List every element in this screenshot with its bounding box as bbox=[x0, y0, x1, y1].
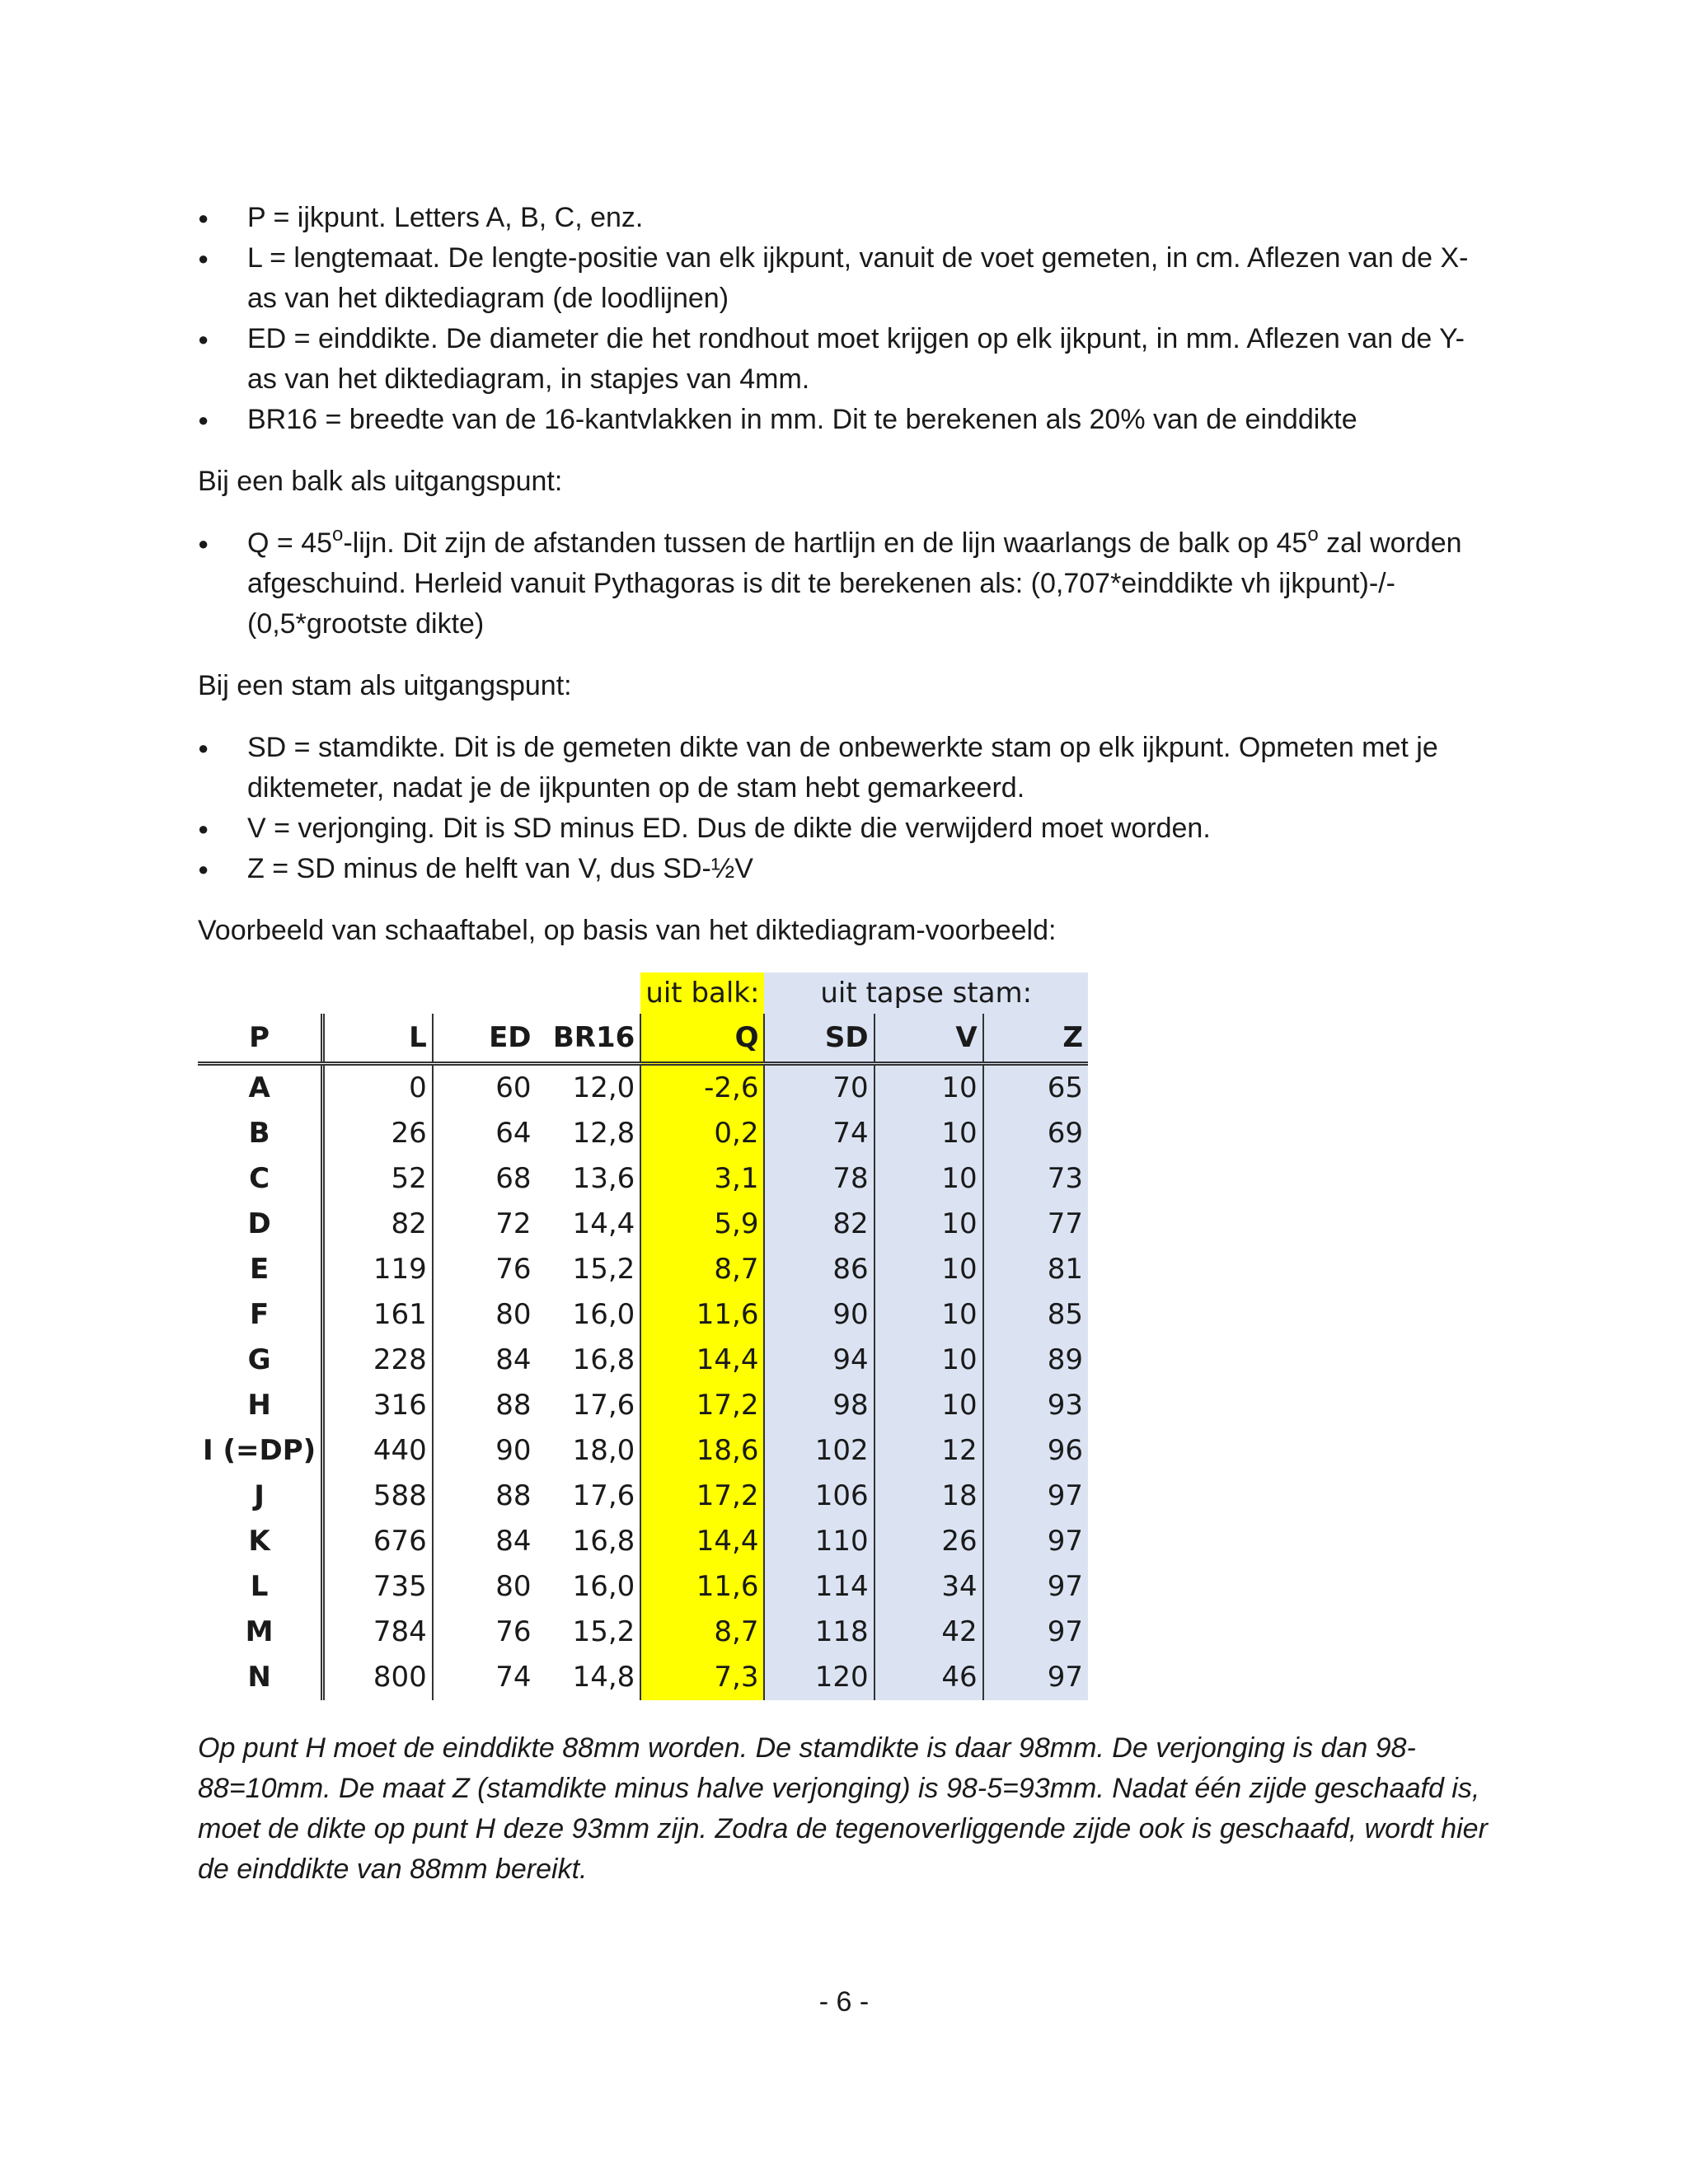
cell-br16: 15,2 bbox=[572, 1253, 635, 1286]
cell-q: 3,1 bbox=[640, 1156, 764, 1202]
table-row bbox=[198, 1338, 1088, 1383]
table-body bbox=[198, 1064, 1088, 1701]
definition-z: ● Z = SD minus de helft van V, dus SD-½V bbox=[198, 849, 1492, 889]
cell-br16: 16,8 bbox=[572, 1525, 635, 1558]
cell-sd: 98 bbox=[764, 1383, 874, 1428]
cell-z: 69 bbox=[983, 1111, 1088, 1156]
table-row bbox=[198, 1111, 1088, 1156]
cell-z: 96 bbox=[983, 1428, 1088, 1474]
table-row bbox=[198, 1564, 1088, 1610]
definition-l: ● L = lengtemaat. De lengte-positie van elk ijkpunt, vanuit de voet gemeten, in cm. Aflezen van de X-as van het diktediagram (de loodlijnen) bbox=[198, 238, 1492, 319]
cell-v: 12 bbox=[874, 1428, 983, 1474]
cell-p: N bbox=[247, 1661, 271, 1694]
cell-br16: 18,0 bbox=[572, 1434, 635, 1467]
cell-sd: 82 bbox=[764, 1202, 874, 1247]
cell-q: 14,4 bbox=[640, 1338, 764, 1383]
cell-p: H bbox=[247, 1389, 271, 1422]
cell-p: L bbox=[250, 1570, 269, 1603]
cell-br16: 16,0 bbox=[572, 1570, 635, 1603]
cell-l: 82 bbox=[323, 1202, 433, 1247]
cell-p: C bbox=[249, 1162, 270, 1195]
cell-l: 52 bbox=[323, 1156, 433, 1202]
cell-br16: 17,6 bbox=[572, 1389, 635, 1422]
cell-sd: 110 bbox=[764, 1519, 874, 1564]
cell-q: 17,2 bbox=[640, 1474, 764, 1519]
cell-z: 97 bbox=[983, 1655, 1088, 1700]
table-header-row bbox=[198, 1014, 1088, 1064]
cell-sd: 114 bbox=[764, 1564, 874, 1610]
cell-l: 440 bbox=[323, 1428, 433, 1474]
cell-q: 11,6 bbox=[640, 1292, 764, 1338]
definitions-list bbox=[198, 198, 1492, 440]
cell-q: 11,6 bbox=[640, 1564, 764, 1610]
cell-v: 18 bbox=[874, 1474, 983, 1519]
cell-v: 10 bbox=[874, 1064, 983, 1112]
cell-z: 97 bbox=[983, 1564, 1088, 1610]
header-q: Q bbox=[640, 1014, 764, 1064]
cell-sd: 118 bbox=[764, 1610, 874, 1655]
cell-br16: 16,0 bbox=[572, 1298, 635, 1331]
table-row bbox=[198, 1156, 1088, 1202]
schaaftabel bbox=[198, 972, 1088, 1700]
definition-v: ● V = verjonging. Dit is SD minus ED. Dus de dikte die verwijderd moet worden. bbox=[198, 808, 1492, 849]
cell-v: 26 bbox=[874, 1519, 983, 1564]
cell-br16: 14,8 bbox=[572, 1661, 635, 1694]
cell-p: G bbox=[247, 1343, 271, 1376]
cell-q: 8,7 bbox=[640, 1247, 764, 1292]
cell-br16: 15,2 bbox=[572, 1615, 635, 1648]
cell-q: -2,6 bbox=[640, 1064, 764, 1112]
cell-br16: 17,6 bbox=[572, 1479, 635, 1512]
cell-l: 588 bbox=[323, 1474, 433, 1519]
stam-list bbox=[198, 728, 1492, 889]
header-br16: BR16 bbox=[537, 1014, 641, 1064]
cell-z: 73 bbox=[983, 1156, 1088, 1202]
cell-ed: 76 bbox=[433, 1247, 537, 1292]
header-v: V bbox=[874, 1014, 983, 1064]
table-row bbox=[198, 1202, 1088, 1247]
cell-p: B bbox=[248, 1117, 270, 1150]
stam-intro: Bij een stam als uitgangspunt: bbox=[198, 670, 572, 701]
example-intro: Voorbeeld van schaaftabel, op basis van het diktediagram-voorbeeld: bbox=[198, 915, 1057, 946]
definition-br16: ● BR16 = breedte van de 16-kantvlakken in mm. Dit te berekenen als 20% van de einddikte bbox=[198, 400, 1492, 440]
cell-sd: 106 bbox=[764, 1474, 874, 1519]
cell-ed: 80 bbox=[433, 1292, 537, 1338]
cell-l: 676 bbox=[323, 1519, 433, 1564]
balk-intro: Bij een balk als uitgangspunt: bbox=[198, 466, 563, 497]
cell-z: 89 bbox=[983, 1338, 1088, 1383]
cell-ed: 90 bbox=[433, 1428, 537, 1474]
definition-q bbox=[198, 523, 1492, 644]
cell-br16: 12,0 bbox=[572, 1071, 635, 1104]
cell-ed: 88 bbox=[433, 1474, 537, 1519]
cell-v: 10 bbox=[874, 1247, 983, 1292]
cell-ed: 76 bbox=[433, 1610, 537, 1655]
cell-q: 17,2 bbox=[640, 1383, 764, 1428]
definition-p: ● P = ijkpunt. Letters A, B, C, enz. bbox=[198, 198, 1492, 238]
table-row bbox=[198, 1383, 1088, 1428]
cell-br16: 16,8 bbox=[572, 1343, 635, 1376]
cell-p: A bbox=[248, 1071, 270, 1104]
cell-z: 65 bbox=[983, 1064, 1088, 1112]
cell-v: 10 bbox=[874, 1156, 983, 1202]
cell-p: J bbox=[254, 1479, 265, 1512]
cell-p: E bbox=[249, 1253, 270, 1286]
header-l: L bbox=[323, 1014, 433, 1064]
cell-ed: 64 bbox=[433, 1111, 537, 1156]
cell-z: 97 bbox=[983, 1474, 1088, 1519]
cell-sd: 86 bbox=[764, 1247, 874, 1292]
group-label-stam: uit tapse stam: bbox=[764, 972, 1088, 1014]
q-text-part1: Q = 45 bbox=[247, 527, 333, 559]
cell-l: 735 bbox=[323, 1564, 433, 1610]
cell-ed: 80 bbox=[433, 1564, 537, 1610]
header-p: P bbox=[198, 1014, 323, 1064]
cell-v: 10 bbox=[874, 1292, 983, 1338]
q-text-part3: zal worden afgeschuind. Herleid vanuit Pythagoras is dit te berekenen als: (0,707*einddikte vh ijkpunt)-/-(0,5*grootste dikte) bbox=[247, 527, 1462, 640]
cell-l: 161 bbox=[323, 1292, 433, 1338]
cell-q: 18,6 bbox=[640, 1428, 764, 1474]
cell-q: 7,3 bbox=[640, 1655, 764, 1700]
definition-sd: ● SD = stamdikte. Dit is de gemeten dikte van de onbewerkte stam op elk ijkpunt. Opmeten met je diktemeter, nadat je de ijkpunten op de stam hebt gemarkeerd. bbox=[198, 728, 1492, 808]
cell-v: 42 bbox=[874, 1610, 983, 1655]
cell-ed: 84 bbox=[433, 1338, 537, 1383]
cell-z: 85 bbox=[983, 1292, 1088, 1338]
cell-sd: 70 bbox=[764, 1064, 874, 1112]
schaaftabel-wrapper bbox=[198, 972, 1088, 1700]
cell-v: 10 bbox=[874, 1111, 983, 1156]
cell-l: 26 bbox=[323, 1111, 433, 1156]
page-number: - 6 - bbox=[818, 1986, 870, 2018]
cell-v: 34 bbox=[874, 1564, 983, 1610]
cell-v: 10 bbox=[874, 1383, 983, 1428]
cell-ed: 68 bbox=[433, 1156, 537, 1202]
balk-list bbox=[198, 523, 1492, 644]
table-row bbox=[198, 1655, 1088, 1700]
cell-sd: 78 bbox=[764, 1156, 874, 1202]
cell-sd: 94 bbox=[764, 1338, 874, 1383]
cell-br16: 13,6 bbox=[572, 1162, 635, 1195]
cell-p: I (=DP) bbox=[203, 1434, 316, 1467]
cell-ed: 84 bbox=[433, 1519, 537, 1564]
cell-ed: 60 bbox=[433, 1064, 537, 1112]
cell-br16: 12,8 bbox=[572, 1117, 635, 1150]
q-text-part2: -lijn. Dit zijn de afstanden tussen de hartlijn en de lijn waarlangs de balk op 45 bbox=[343, 527, 1308, 559]
cell-p: F bbox=[249, 1298, 270, 1331]
header-z: Z bbox=[983, 1014, 1088, 1064]
table-row bbox=[198, 1247, 1088, 1292]
cell-q: 8,7 bbox=[640, 1610, 764, 1655]
cell-ed: 88 bbox=[433, 1383, 537, 1428]
cell-q: 5,9 bbox=[640, 1202, 764, 1247]
cell-q: 0,2 bbox=[640, 1111, 764, 1156]
q-degree-sup1: o bbox=[332, 523, 344, 546]
cell-p: K bbox=[248, 1525, 270, 1558]
header-sd: SD bbox=[764, 1014, 874, 1064]
cell-v: 10 bbox=[874, 1202, 983, 1247]
table-row bbox=[198, 1610, 1088, 1655]
example-note: Op punt H moet de einddikte 88mm worden. De stamdikte is daar 98mm. De verjonging is dan 98-88=10mm. De maat Z (stamdikte minus halve verjonging) is 98-5=93mm. Nadat één zijde geschaafd is, moet de dikte op punt H deze 93mm zijn. Zodra de tegenoverliggende zijde ook is geschaafd, wordt hier de einddikte van 88mm bereikt. bbox=[198, 1732, 1488, 1885]
cell-sd: 102 bbox=[764, 1428, 874, 1474]
cell-v: 10 bbox=[874, 1338, 983, 1383]
cell-l: 800 bbox=[323, 1655, 433, 1700]
cell-p: M bbox=[245, 1615, 274, 1648]
table-row bbox=[198, 1292, 1088, 1338]
cell-z: 97 bbox=[983, 1610, 1088, 1655]
cell-p: D bbox=[247, 1207, 271, 1240]
cell-l: 228 bbox=[323, 1338, 433, 1383]
table-group-row bbox=[198, 972, 1088, 1014]
definition-ed: ● ED = einddikte. De diameter die het rondhout moet krijgen op elk ijkpunt, in mm. Aflezen van de Y-as van het diktediagram, in stapjes van 4mm. bbox=[198, 319, 1492, 400]
document-body bbox=[198, 198, 1492, 1918]
cell-l: 784 bbox=[323, 1610, 433, 1655]
cell-br16: 14,4 bbox=[572, 1207, 635, 1240]
cell-l: 316 bbox=[323, 1383, 433, 1428]
cell-z: 81 bbox=[983, 1247, 1088, 1292]
cell-ed: 74 bbox=[433, 1655, 537, 1700]
cell-z: 97 bbox=[983, 1519, 1088, 1564]
cell-q: 14,4 bbox=[640, 1519, 764, 1564]
cell-l: 0 bbox=[323, 1064, 433, 1112]
cell-sd: 90 bbox=[764, 1292, 874, 1338]
table-row bbox=[198, 1474, 1088, 1519]
table-row bbox=[198, 1064, 1088, 1112]
header-ed: ED bbox=[433, 1014, 537, 1064]
cell-ed: 72 bbox=[433, 1202, 537, 1247]
group-label-balk: uit balk: bbox=[640, 972, 764, 1014]
cell-sd: 120 bbox=[764, 1655, 874, 1700]
cell-z: 93 bbox=[983, 1383, 1088, 1428]
table-row bbox=[198, 1428, 1088, 1474]
cell-v: 46 bbox=[874, 1655, 983, 1700]
table-row bbox=[198, 1519, 1088, 1564]
q-degree-sup2: o bbox=[1307, 523, 1319, 546]
cell-z: 77 bbox=[983, 1202, 1088, 1247]
cell-sd: 74 bbox=[764, 1111, 874, 1156]
cell-l: 119 bbox=[323, 1247, 433, 1292]
